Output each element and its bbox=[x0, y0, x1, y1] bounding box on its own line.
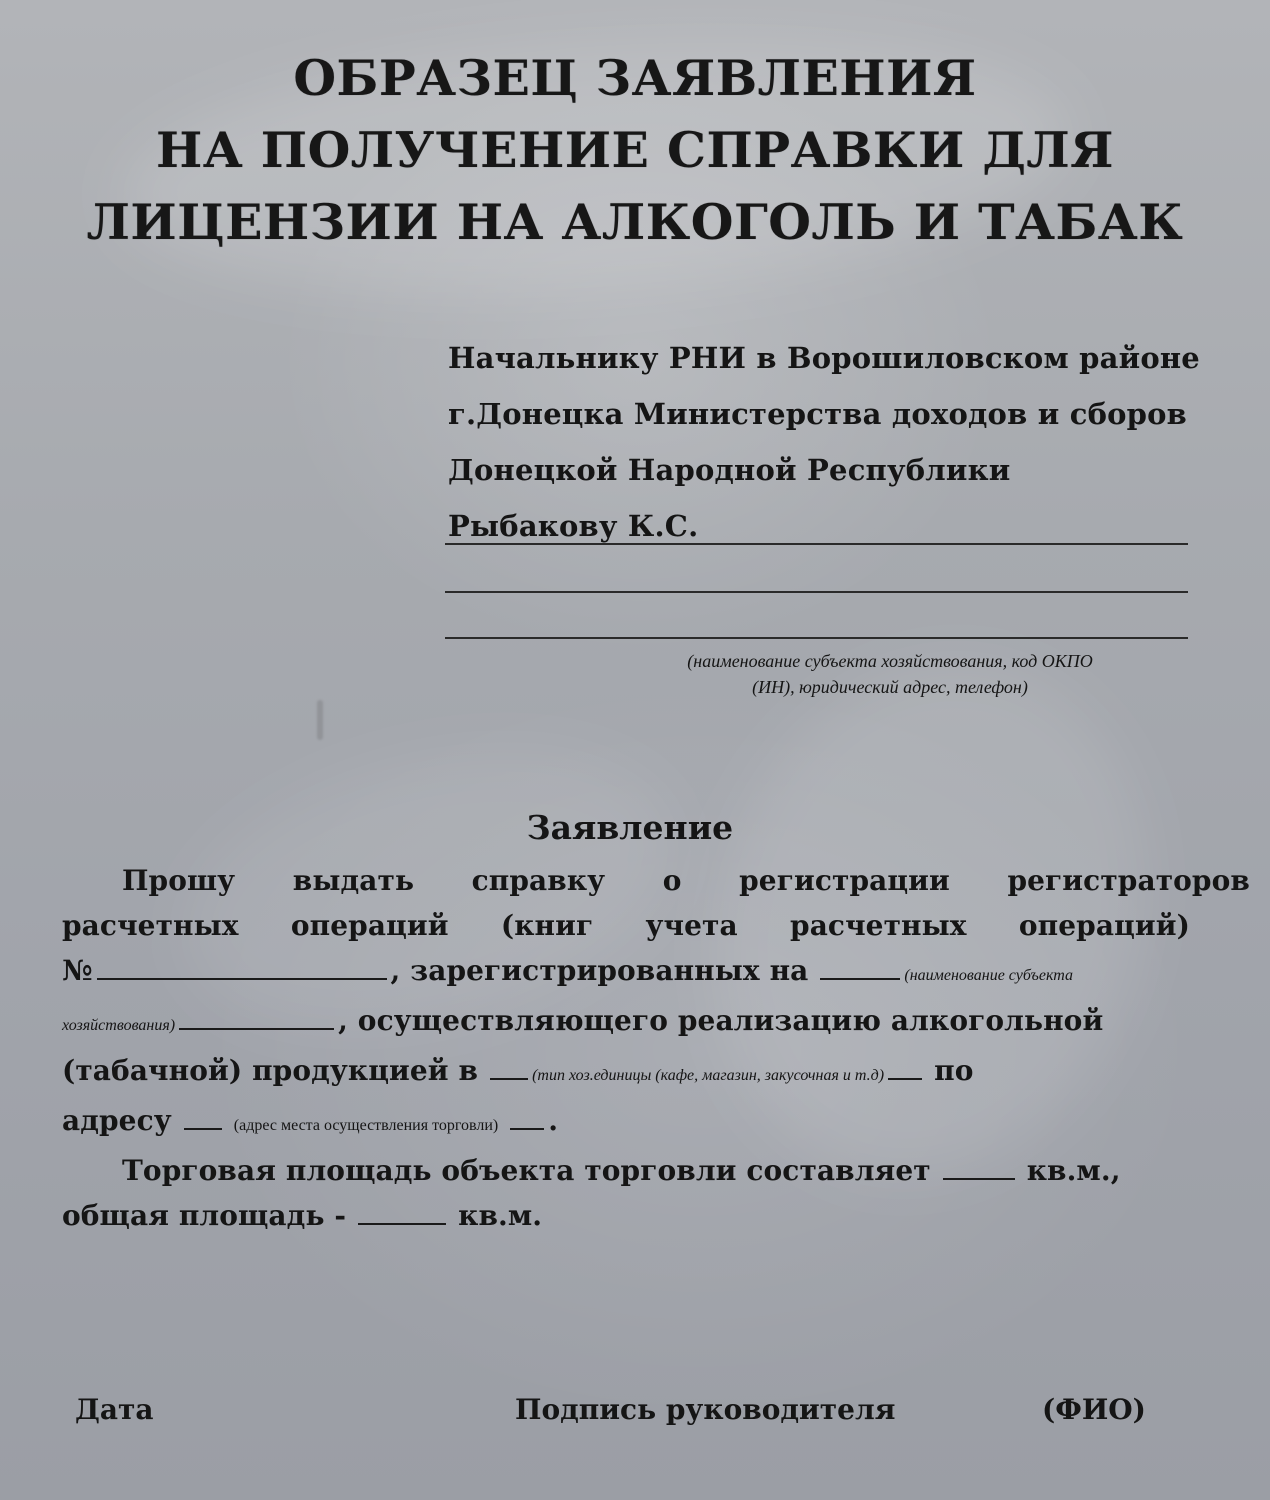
full-name-label: (ФИО) bbox=[1042, 1393, 1146, 1426]
caption-line: (наименование субъекта хозяйствования, код ОКПО bbox=[687, 651, 1093, 671]
statement-word: регистраторов bbox=[1007, 864, 1250, 897]
unit-type-blank bbox=[490, 1070, 528, 1080]
products-text: (табачной) продукцией в bbox=[62, 1054, 479, 1087]
retail-area-text: Торговая площадь объекта торговли составляет bbox=[122, 1154, 931, 1187]
applicant-blank-line bbox=[445, 637, 1188, 639]
document-title bbox=[70, 42, 1200, 258]
total-area-unit: кв.м. bbox=[458, 1199, 543, 1232]
entity-name-blank bbox=[179, 1020, 334, 1030]
applicant-caption bbox=[560, 648, 1220, 700]
statement-row bbox=[62, 1048, 1190, 1098]
retail-area-blank bbox=[943, 1170, 1015, 1180]
address-text: адресу bbox=[62, 1104, 172, 1137]
addressee-line: Донецкой Народной Республики bbox=[448, 453, 1011, 487]
statement-row bbox=[62, 858, 1250, 903]
statement-word: о bbox=[662, 864, 682, 897]
retail-area-unit: кв.м., bbox=[1026, 1154, 1121, 1187]
statement-row bbox=[62, 1098, 1190, 1148]
total-area-text: общая площадь - bbox=[62, 1199, 347, 1232]
title-line: НА ПОЛУЧЕНИЕ СПРАВКИ ДЛЯ bbox=[156, 121, 1114, 179]
applicant-blank-line bbox=[445, 543, 1188, 545]
statement-word: выдать bbox=[292, 864, 415, 897]
unit-type-blank bbox=[888, 1070, 922, 1080]
statement-word: (книг bbox=[500, 909, 594, 942]
caption-line: (ИН), юридический адрес, телефон) bbox=[752, 677, 1028, 697]
statement-word: учета bbox=[645, 909, 738, 942]
statement-heading: Заявление bbox=[526, 808, 734, 847]
date-label: Дата bbox=[75, 1393, 154, 1426]
addressee-block bbox=[448, 330, 1228, 554]
statement-row bbox=[62, 948, 1190, 998]
addressee-line: Рыбакову К.С. bbox=[448, 509, 699, 543]
statement-body bbox=[62, 858, 1250, 1238]
statement-row bbox=[62, 1148, 1250, 1193]
total-area-blank bbox=[358, 1215, 446, 1225]
paper-mark bbox=[317, 700, 323, 740]
registered-to-text: , зарегистрированных на bbox=[390, 954, 809, 987]
statement-word: расчетных bbox=[62, 909, 239, 942]
entity-name-hint-cont: хозяйствования) bbox=[62, 1017, 176, 1034]
address-prep-text: по bbox=[934, 1054, 974, 1087]
title-line: ЛИЦЕНЗИИ НА АЛКОГОЛЬ И ТАБАК bbox=[86, 193, 1184, 251]
sales-text: , осуществляющего реализацию алкогольной bbox=[338, 1004, 1104, 1037]
address-blank bbox=[184, 1120, 222, 1130]
address-hint: (адрес места осуществления торговли) bbox=[233, 1117, 499, 1134]
addressee-line: Начальнику РНИ в Ворошиловском районе bbox=[448, 341, 1200, 375]
statement-word: операций) bbox=[1018, 909, 1190, 942]
statement-word: операций bbox=[290, 909, 449, 942]
statement-row bbox=[62, 998, 1190, 1048]
statement-word: Прошу bbox=[122, 864, 236, 897]
entity-name-hint: (наименование субъекта bbox=[904, 967, 1073, 984]
statement-word: регистрации bbox=[739, 864, 950, 897]
unit-type-hint: (тип хоз.единицы (кафе, магазин, закусочная и т.д) bbox=[532, 1067, 885, 1084]
statement-word: справку bbox=[471, 864, 606, 897]
statement-word: расчетных bbox=[790, 909, 967, 942]
statement-row bbox=[62, 903, 1190, 948]
address-period: . bbox=[548, 1104, 559, 1137]
signature-label: Подпись руководителя bbox=[515, 1393, 896, 1426]
address-blank bbox=[510, 1120, 544, 1130]
number-sign: № bbox=[62, 954, 93, 987]
registration-number-blank bbox=[97, 970, 387, 980]
title-line: ОБРАЗЕЦ ЗАЯВЛЕНИЯ bbox=[293, 49, 977, 107]
entity-name-blank bbox=[820, 970, 900, 980]
addressee-line: г.Донецка Министерства доходов и сборов bbox=[448, 397, 1188, 431]
applicant-blank-line bbox=[445, 591, 1188, 593]
statement-row bbox=[62, 1193, 1190, 1238]
